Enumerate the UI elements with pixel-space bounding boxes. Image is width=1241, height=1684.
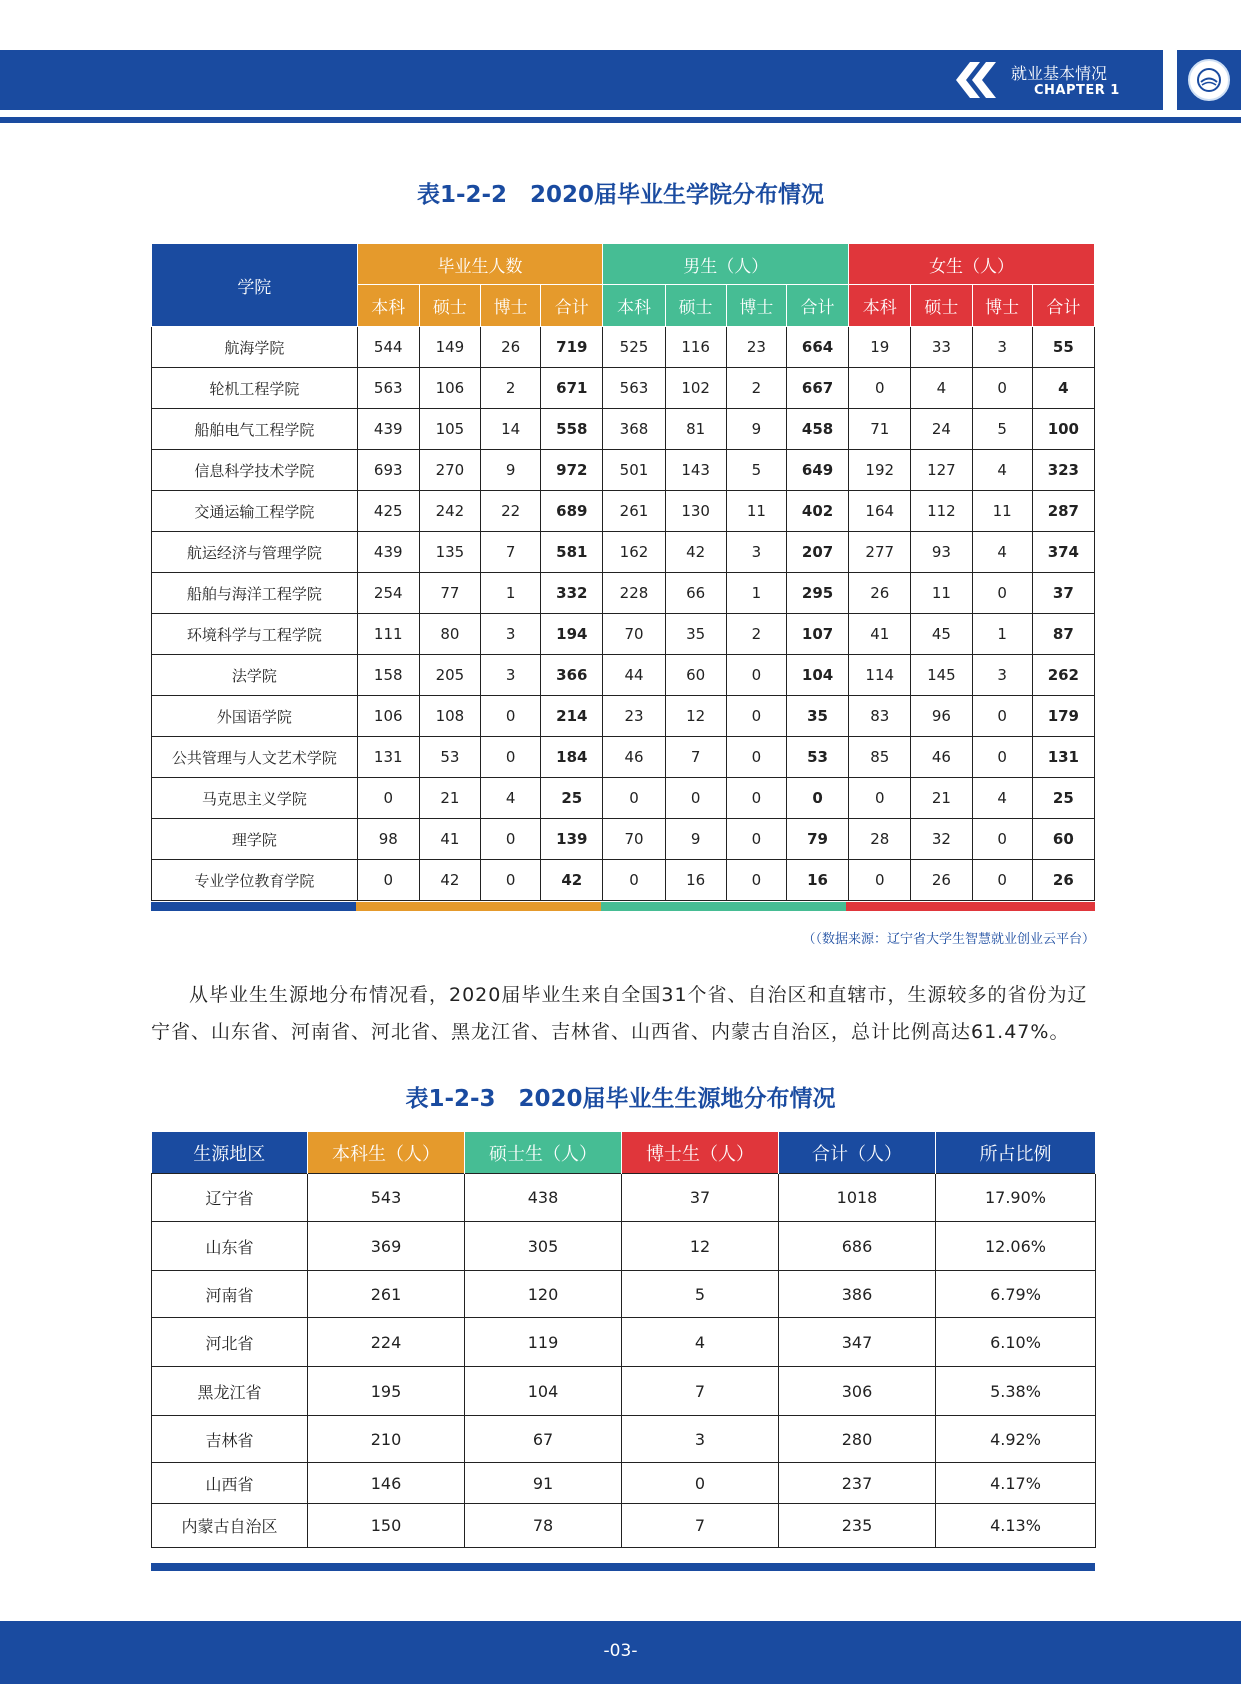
table-cell: 93 (911, 532, 972, 573)
table-cell: 0 (726, 819, 786, 860)
table-cell: 287 (1032, 491, 1094, 532)
table-cell: 0 (726, 655, 786, 696)
table-cell: 33 (911, 327, 972, 368)
region-cell: 黑龙江省 (152, 1367, 308, 1416)
table-cell: 102 (665, 368, 726, 409)
subheader: 合计 (1032, 285, 1094, 327)
table-cell: 53 (786, 737, 848, 778)
table-cell: 146 (308, 1463, 465, 1504)
table-cell: 100 (1032, 409, 1094, 450)
table-cell: 305 (465, 1222, 622, 1271)
header-male: 男生（人） (603, 244, 849, 285)
table-cell: 0 (726, 696, 786, 737)
table-cell: 6.10% (936, 1318, 1096, 1367)
table-cell: 664 (786, 327, 848, 368)
college-name-cell: 航运经济与管理学院 (152, 532, 358, 573)
table-cell: 0 (849, 368, 911, 409)
table-cell: 46 (911, 737, 972, 778)
table-cell: 37 (622, 1174, 779, 1222)
table-cell: 91 (465, 1463, 622, 1504)
table-cell: 0 (726, 737, 786, 778)
page-number: -03- (603, 1641, 638, 1661)
table-cell: 261 (308, 1271, 465, 1318)
table-cell: 0 (972, 368, 1032, 409)
table-cell: 649 (786, 450, 848, 491)
table-cell: 0 (849, 778, 911, 819)
table1-strip-red (846, 902, 1095, 911)
table-cell: 45 (911, 614, 972, 655)
table-cell: 3 (972, 655, 1032, 696)
table-cell: 42 (665, 532, 726, 573)
table-cell: 108 (419, 696, 480, 737)
table-cell: 83 (849, 696, 911, 737)
table-cell: 402 (786, 491, 848, 532)
table-cell: 17.90% (936, 1174, 1096, 1222)
table-cell: 32 (911, 819, 972, 860)
table1-strip-green (601, 902, 846, 911)
table-cell: 53 (419, 737, 480, 778)
table-cell: 106 (419, 368, 480, 409)
table-cell: 3 (622, 1416, 779, 1463)
table-row (152, 1504, 1096, 1548)
table-cell: 104 (465, 1367, 622, 1416)
table-cell: 581 (541, 532, 603, 573)
table-row (152, 450, 1095, 491)
subheader: 本科 (357, 285, 419, 327)
table-cell: 11 (911, 573, 972, 614)
table2-bottom-strip (151, 1563, 1095, 1571)
region-cell: 内蒙古自治区 (152, 1504, 308, 1548)
table-row (152, 368, 1095, 409)
header-total: 合计（人） (779, 1132, 936, 1174)
table-cell: 0 (665, 778, 726, 819)
table-cell: 12.06% (936, 1222, 1096, 1271)
table1-title: 表1-2-2 2020届毕业生学院分布情况 (416, 182, 825, 208)
table-cell: 150 (308, 1504, 465, 1548)
subheader: 硕士 (911, 285, 972, 327)
subheader: 博士 (481, 285, 541, 327)
table-cell: 7 (665, 737, 726, 778)
table-cell: 5 (972, 409, 1032, 450)
college-name-cell: 马克思主义学院 (152, 778, 358, 819)
table-row (152, 1463, 1096, 1504)
table-cell: 7 (622, 1367, 779, 1416)
table-cell: 195 (308, 1367, 465, 1416)
table-cell: 9 (726, 409, 786, 450)
table-cell: 7 (481, 532, 541, 573)
table-cell: 179 (1032, 696, 1094, 737)
table-cell: 0 (357, 860, 419, 901)
table-cell: 98 (357, 819, 419, 860)
table-cell: 972 (541, 450, 603, 491)
table-row (152, 1271, 1096, 1318)
table-cell: 1 (726, 573, 786, 614)
header-region: 生源地区 (152, 1132, 308, 1174)
table-cell: 16 (665, 860, 726, 901)
table-cell: 438 (465, 1174, 622, 1222)
table-cell: 4.13% (936, 1504, 1096, 1548)
table-cell: 106 (357, 696, 419, 737)
table-cell: 386 (779, 1271, 936, 1318)
table-cell: 105 (419, 409, 480, 450)
table-cell: 9 (481, 450, 541, 491)
college-name-cell: 交通运输工程学院 (152, 491, 358, 532)
table-cell: 194 (541, 614, 603, 655)
table-cell: 5.38% (936, 1367, 1096, 1416)
table-cell: 563 (603, 368, 665, 409)
table-cell: 1 (481, 573, 541, 614)
table-cell: 0 (481, 819, 541, 860)
table-cell: 719 (541, 327, 603, 368)
table-cell: 254 (357, 573, 419, 614)
college-name-cell: 船舶电气工程学院 (152, 409, 358, 450)
table-cell: 4 (972, 532, 1032, 573)
table-cell: 23 (726, 327, 786, 368)
table-cell: 130 (665, 491, 726, 532)
table-row (152, 1174, 1096, 1222)
table-cell: 135 (419, 532, 480, 573)
table-cell: 35 (786, 696, 848, 737)
table-cell: 671 (541, 368, 603, 409)
table-cell: 0 (481, 696, 541, 737)
table-row (152, 614, 1095, 655)
table-cell: 60 (665, 655, 726, 696)
table-cell: 667 (786, 368, 848, 409)
table-cell: 192 (849, 450, 911, 491)
table-cell: 3 (481, 614, 541, 655)
table-cell: 458 (786, 409, 848, 450)
table-cell: 0 (972, 737, 1032, 778)
table-cell: 55 (1032, 327, 1094, 368)
table-cell: 235 (779, 1504, 936, 1548)
table-cell: 686 (779, 1222, 936, 1271)
header-college: 学院 (152, 244, 358, 327)
subheader: 本科 (849, 285, 911, 327)
table-cell: 145 (911, 655, 972, 696)
table-cell: 280 (779, 1416, 936, 1463)
table-cell: 25 (1032, 778, 1094, 819)
table-cell: 323 (1032, 450, 1094, 491)
table-cell: 41 (419, 819, 480, 860)
university-logo-icon (1188, 59, 1230, 101)
table-cell: 224 (308, 1318, 465, 1367)
table-row (152, 532, 1095, 573)
table-cell: 77 (419, 573, 480, 614)
college-name-cell: 理学院 (152, 819, 358, 860)
header-master: 硕士生（人） (465, 1132, 622, 1174)
table-cell: 3 (726, 532, 786, 573)
table-cell: 4 (1032, 368, 1094, 409)
table-row (152, 1367, 1096, 1416)
table-row (152, 1222, 1096, 1271)
table-cell: 80 (419, 614, 480, 655)
table-cell: 162 (603, 532, 665, 573)
table-cell: 16 (786, 860, 848, 901)
table-cell: 107 (786, 614, 848, 655)
table-row (152, 573, 1095, 614)
table-cell: 306 (779, 1367, 936, 1416)
table-cell: 42 (419, 860, 480, 901)
table-cell: 70 (603, 819, 665, 860)
region-cell: 河北省 (152, 1318, 308, 1367)
table-cell: 5 (726, 450, 786, 491)
table-cell: 693 (357, 450, 419, 491)
college-name-cell: 船舶与海洋工程学院 (152, 573, 358, 614)
table-cell: 24 (911, 409, 972, 450)
table2-title: 表1-2-3 2020届毕业生生源地分布情况 (405, 1086, 836, 1112)
table-row (152, 327, 1095, 368)
table-cell: 270 (419, 450, 480, 491)
table-cell: 228 (603, 573, 665, 614)
table-cell: 42 (541, 860, 603, 901)
table-cell: 9 (665, 819, 726, 860)
table-cell: 439 (357, 532, 419, 573)
table-cell: 104 (786, 655, 848, 696)
table-cell: 119 (465, 1318, 622, 1367)
table-cell: 261 (603, 491, 665, 532)
table-cell: 425 (357, 491, 419, 532)
table-cell: 14 (481, 409, 541, 450)
table-cell: 544 (357, 327, 419, 368)
table-cell: 96 (911, 696, 972, 737)
table-cell: 439 (357, 409, 419, 450)
table-cell: 19 (849, 327, 911, 368)
table-cell: 116 (665, 327, 726, 368)
college-distribution-table (151, 243, 1095, 901)
table-cell: 143 (665, 450, 726, 491)
table-cell: 262 (1032, 655, 1094, 696)
table-cell: 26 (911, 860, 972, 901)
table-cell: 205 (419, 655, 480, 696)
table-cell: 11 (972, 491, 1032, 532)
table-cell: 366 (541, 655, 603, 696)
table-cell: 60 (1032, 819, 1094, 860)
table-cell: 4 (622, 1318, 779, 1367)
subheader: 博士 (726, 285, 786, 327)
table-cell: 0 (972, 573, 1032, 614)
table-cell: 164 (849, 491, 911, 532)
table-cell: 158 (357, 655, 419, 696)
table-row (152, 655, 1095, 696)
table-cell: 22 (481, 491, 541, 532)
table-cell: 78 (465, 1504, 622, 1548)
page-footer (0, 1621, 1241, 1684)
region-cell: 吉林省 (152, 1416, 308, 1463)
chapter-title: 就业基本情况 (1011, 64, 1108, 83)
table-cell: 207 (786, 532, 848, 573)
table-cell: 28 (849, 819, 911, 860)
table-row (152, 860, 1095, 901)
double-chevron-left-icon (948, 60, 998, 100)
table-cell: 0 (972, 860, 1032, 901)
region-cell: 山西省 (152, 1463, 308, 1504)
table-cell: 0 (726, 860, 786, 901)
university-logo (1177, 50, 1241, 110)
table-cell: 46 (603, 737, 665, 778)
college-name-cell: 法学院 (152, 655, 358, 696)
table-cell: 2 (481, 368, 541, 409)
subheader: 本科 (603, 285, 665, 327)
table-cell: 242 (419, 491, 480, 532)
table-cell: 501 (603, 450, 665, 491)
table1-strip-blue (151, 902, 356, 911)
table-cell: 35 (665, 614, 726, 655)
origin-distribution-table (151, 1132, 1096, 1548)
table-cell: 4 (911, 368, 972, 409)
table-cell: 11 (726, 491, 786, 532)
table-cell: 0 (603, 778, 665, 819)
table-cell: 1 (972, 614, 1032, 655)
table-cell: 67 (465, 1416, 622, 1463)
table-row (152, 1318, 1096, 1367)
college-name-cell: 轮机工程学院 (152, 368, 358, 409)
table-cell: 26 (1032, 860, 1094, 901)
table-cell: 149 (419, 327, 480, 368)
table-cell: 41 (849, 614, 911, 655)
table-cell: 26 (849, 573, 911, 614)
subheader: 合计 (786, 285, 848, 327)
table-cell: 214 (541, 696, 603, 737)
table-cell: 368 (603, 409, 665, 450)
table-cell: 4.92% (936, 1416, 1096, 1463)
table-cell: 139 (541, 819, 603, 860)
header-ratio: 所占比例 (936, 1132, 1096, 1174)
table-cell: 12 (622, 1222, 779, 1271)
table-cell: 369 (308, 1222, 465, 1271)
table-cell: 120 (465, 1271, 622, 1318)
table-cell: 563 (357, 368, 419, 409)
subheader: 合计 (541, 285, 603, 327)
table-cell: 3 (972, 327, 1032, 368)
table-cell: 0 (481, 737, 541, 778)
table-cell: 6.79% (936, 1271, 1096, 1318)
table-cell: 3 (481, 655, 541, 696)
table-cell: 4.17% (936, 1463, 1096, 1504)
table-cell: 2 (726, 614, 786, 655)
table-cell: 558 (541, 409, 603, 450)
table-cell: 1018 (779, 1174, 936, 1222)
table-row (152, 696, 1095, 737)
table-cell: 184 (541, 737, 603, 778)
table-cell: 71 (849, 409, 911, 450)
table-cell: 12 (665, 696, 726, 737)
table-cell: 79 (786, 819, 848, 860)
table-cell: 21 (911, 778, 972, 819)
table-row (152, 1416, 1096, 1463)
college-name-cell: 专业学位教育学院 (152, 860, 358, 901)
table-cell: 0 (849, 860, 911, 901)
table-cell: 0 (622, 1463, 779, 1504)
table-cell: 210 (308, 1416, 465, 1463)
table-cell: 114 (849, 655, 911, 696)
header-graduates: 毕业生人数 (357, 244, 603, 285)
table-cell: 525 (603, 327, 665, 368)
college-name-cell: 航海学院 (152, 327, 358, 368)
table-cell: 81 (665, 409, 726, 450)
table-cell: 7 (622, 1504, 779, 1548)
table-cell: 0 (481, 860, 541, 901)
table-cell: 112 (911, 491, 972, 532)
table-cell: 26 (481, 327, 541, 368)
table-cell: 374 (1032, 532, 1094, 573)
table-cell: 4 (481, 778, 541, 819)
table-cell: 0 (357, 778, 419, 819)
chapter-label: CHAPTER 1 (1034, 83, 1120, 98)
table-cell: 689 (541, 491, 603, 532)
table-row (152, 778, 1095, 819)
table-cell: 347 (779, 1318, 936, 1367)
table-cell: 37 (1032, 573, 1094, 614)
table-cell: 5 (622, 1271, 779, 1318)
table-cell: 85 (849, 737, 911, 778)
table-row (152, 491, 1095, 532)
table-cell: 66 (665, 573, 726, 614)
table-cell: 277 (849, 532, 911, 573)
table-cell: 0 (603, 860, 665, 901)
data-source-note: （（数据来源：辽宁省大学生智慧就业创业云平台） (802, 932, 1095, 947)
table-cell: 4 (972, 778, 1032, 819)
body-paragraph: 从毕业生生源地分布情况看，2020届毕业生来自全国31个省、自治区和直辖市，生源较多的省份为辽宁省、山东省、河南省、河北省、黑龙江省、吉林省、山西省、内蒙古自治区，总计比例高达61.47%。 (151, 984, 1088, 1043)
table-cell: 111 (357, 614, 419, 655)
table-cell: 0 (972, 819, 1032, 860)
subheader: 硕士 (665, 285, 726, 327)
region-cell: 河南省 (152, 1271, 308, 1318)
table-cell: 70 (603, 614, 665, 655)
header-doctor: 博士生（人） (622, 1132, 779, 1174)
table-cell: 543 (308, 1174, 465, 1222)
college-name-cell: 外国语学院 (152, 696, 358, 737)
table-cell: 2 (726, 368, 786, 409)
header-female: 女生（人） (849, 244, 1095, 285)
header-rule (0, 117, 1241, 123)
table-cell: 23 (603, 696, 665, 737)
table-cell: 127 (911, 450, 972, 491)
table-cell: 25 (541, 778, 603, 819)
table-cell: 131 (1032, 737, 1094, 778)
table-cell: 44 (603, 655, 665, 696)
college-name-cell: 公共管理与人文艺术学院 (152, 737, 358, 778)
table-cell: 295 (786, 573, 848, 614)
table-row (152, 819, 1095, 860)
table1-strip-orange (356, 902, 601, 911)
table-cell: 0 (972, 696, 1032, 737)
table-row (152, 737, 1095, 778)
table-cell: 237 (779, 1463, 936, 1504)
table-cell: 4 (972, 450, 1032, 491)
table-row (152, 409, 1095, 450)
table-cell: 21 (419, 778, 480, 819)
subheader: 硕士 (419, 285, 480, 327)
college-name-cell: 信息科学技术学院 (152, 450, 358, 491)
subheader: 博士 (972, 285, 1032, 327)
header-undergrad: 本科生（人） (308, 1132, 465, 1174)
table-cell: 0 (726, 778, 786, 819)
table-cell: 131 (357, 737, 419, 778)
table-cell: 332 (541, 573, 603, 614)
region-cell: 辽宁省 (152, 1174, 308, 1222)
college-name-cell: 环境科学与工程学院 (152, 614, 358, 655)
table-cell: 87 (1032, 614, 1094, 655)
table-cell: 0 (786, 778, 848, 819)
region-cell: 山东省 (152, 1222, 308, 1271)
